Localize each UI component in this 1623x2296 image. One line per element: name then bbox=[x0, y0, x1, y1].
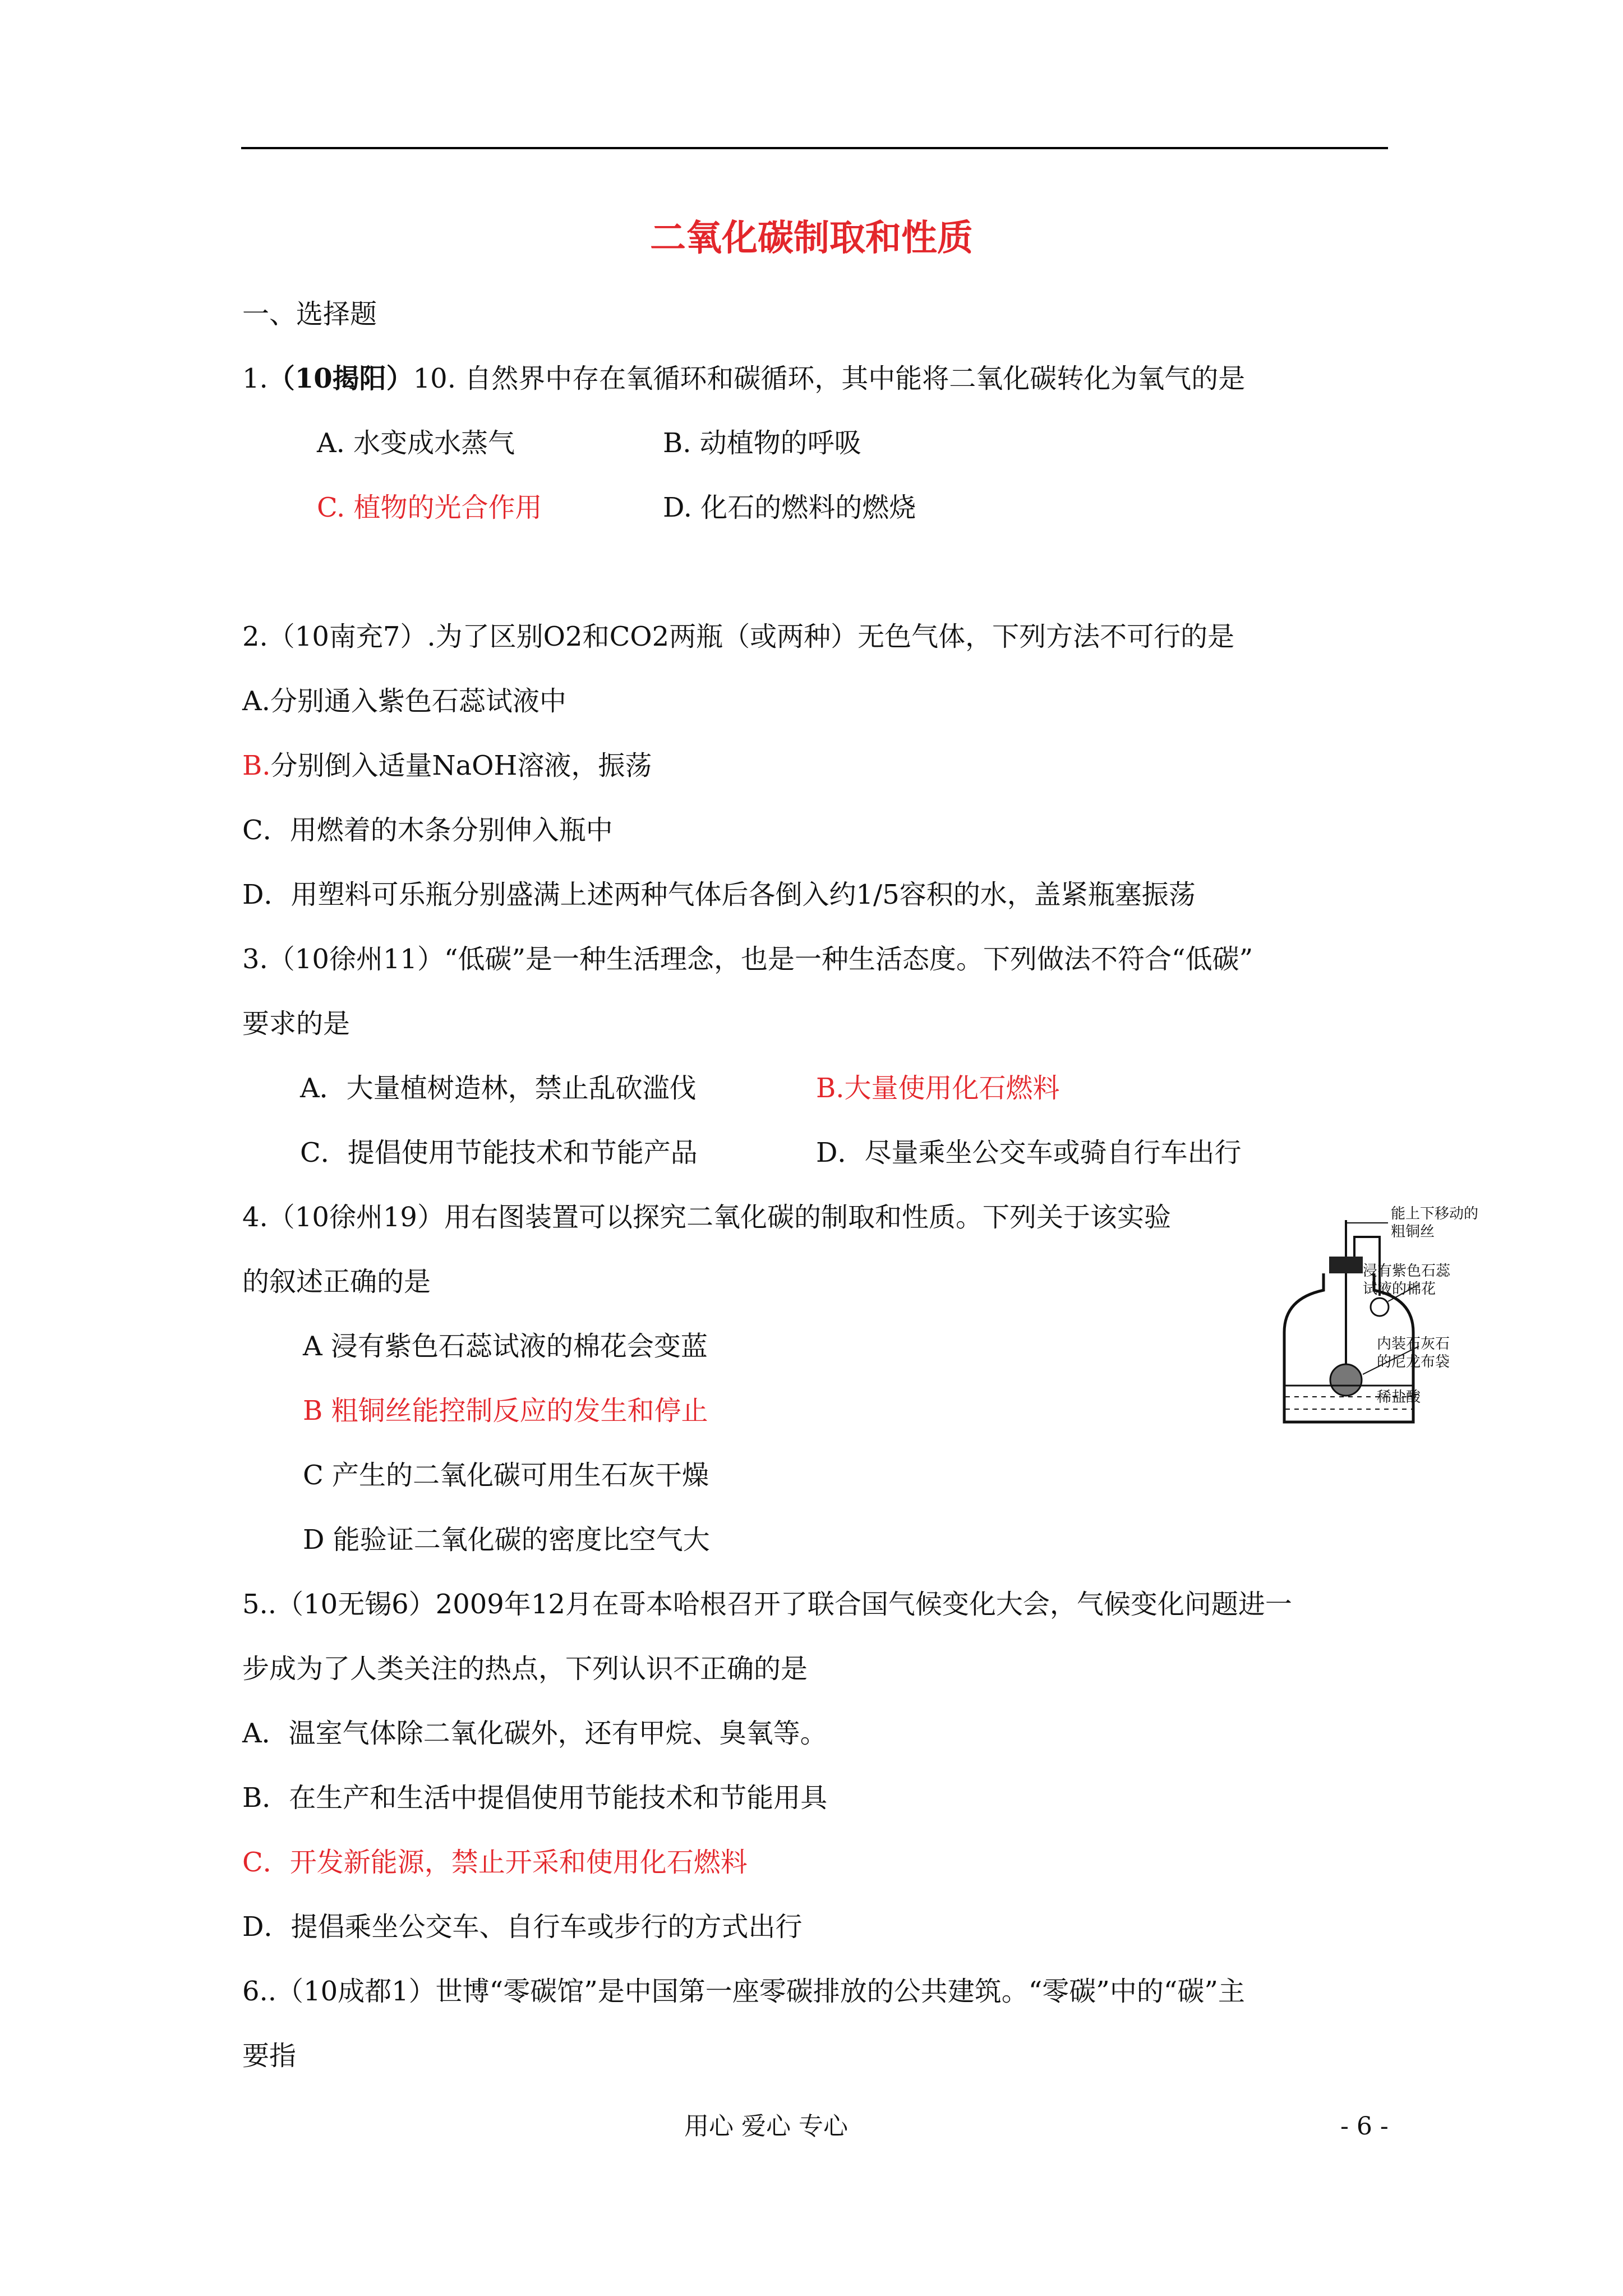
q2-stem: 2.（10南充7）.为了区别O2和CO2两瓶（或两种）无色气体，下列方法不可行的是 bbox=[242, 621, 1235, 652]
figure-label-cotton-1: 浸有紫色石蕊 bbox=[1363, 1263, 1451, 1280]
header-rule bbox=[241, 147, 1388, 149]
q1-option-d: D. 化石的燃料的燃烧 bbox=[663, 492, 916, 523]
q1-number: 1. bbox=[242, 363, 268, 394]
q4-option-d: D 能验证二氧化碳的密度比空气大 bbox=[303, 1524, 710, 1556]
figure-label-wire-2: 粗铜丝 bbox=[1391, 1223, 1435, 1240]
q6-stem-line2: 要指 bbox=[242, 2040, 297, 2072]
apparatus-figure bbox=[1251, 1206, 1486, 1442]
q5-option-b: B．在生产和生活中提倡使用节能技术和节能用具 bbox=[242, 1782, 828, 1814]
q3-option-c: C．提倡使用节能技术和节能产品 bbox=[300, 1137, 698, 1168]
q5-option-a: A．温室气体除二氧化碳外，还有甲烷、臭氧等。 bbox=[242, 1718, 827, 1749]
figure-label-wire-1: 能上下移动的 bbox=[1391, 1205, 1479, 1222]
page-title: 二氧化碳制取和性质 bbox=[650, 217, 973, 259]
q4-stem-line1: 4.（10徐州19）用右图装置可以探究二氧化碳的制取和性质。下列关于该实验 bbox=[242, 1202, 1171, 1233]
q2-option-c: C．用燃着的木条分别伸入瓶中 bbox=[242, 815, 613, 846]
limestone-bag bbox=[1330, 1364, 1362, 1396]
q2-option-b bbox=[242, 749, 652, 783]
figure-label-bag-2: 的尼龙布袋 bbox=[1377, 1354, 1450, 1370]
figure-label-acid: 稀盐酸 bbox=[1377, 1389, 1421, 1406]
q6-stem-line1: 6..（10成都1）世博“零碳馆”是中国第一座零碳排放的公共建筑。“零碳”中的“碳”主 bbox=[242, 1976, 1245, 2007]
q1-stem bbox=[242, 362, 1245, 395]
q2-option-b-letter: B. bbox=[242, 750, 271, 781]
q1-option-a: A. 水变成水蒸气 bbox=[317, 427, 515, 459]
q4-stem-line2: 的叙述正确的是 bbox=[242, 1266, 431, 1297]
apparatus-drawing bbox=[1251, 1206, 1486, 1442]
q5-stem-line2: 步成为了人类关注的热点，下列认识不正确的是 bbox=[242, 1653, 808, 1685]
q4-option-a: A 浸有紫色石蕊试液的棉花会变蓝 bbox=[303, 1331, 708, 1362]
page-number: - 6 - bbox=[1340, 2112, 1389, 2141]
q3-option-d: D．尽量乘坐公交车或骑自行车出行 bbox=[816, 1137, 1242, 1168]
q3-option-a: A．大量植树造林，禁止乱砍滥伐 bbox=[300, 1073, 697, 1104]
q4-option-b: B 粗铜丝能控制反应的发生和停止 bbox=[303, 1395, 708, 1427]
stopper bbox=[1329, 1257, 1363, 1273]
q2-option-b-text: 分别倒入适量NaOH溶液，振荡 bbox=[270, 750, 652, 781]
q5-option-c: C．开发新能源，禁止开采和使用化石燃料 bbox=[242, 1847, 748, 1878]
q3-stem-line2: 要求的是 bbox=[242, 1008, 351, 1039]
q4-option-c: C 产生的二氧化碳可用生石灰干燥 bbox=[303, 1460, 709, 1491]
q1-text: 10. 自然界中存在氧循环和碳循环，其中能将二氧化碳转化为氧气的是 bbox=[413, 363, 1246, 394]
footer-motto: 用心 爱心 专心 bbox=[684, 2112, 848, 2141]
q2-option-d: D．用塑料可乐瓶分别盛满上述两种气体后各倒入约1/5容积的水，盖紧瓶塞振荡 bbox=[242, 879, 1196, 910]
q3-option-b: B.大量使用化石燃料 bbox=[816, 1073, 1060, 1104]
q1-option-b: B. 动植物的呼吸 bbox=[663, 427, 861, 459]
q5-stem-line1: 5..（10无锡6）2009年12月在哥本哈根召开了联合国气候变化大会，气候变化问题进一 bbox=[242, 1589, 1292, 1620]
figure-label-bag-1: 内装石灰石 bbox=[1377, 1336, 1450, 1352]
cotton-ball bbox=[1371, 1298, 1389, 1316]
figure-label-cotton-2: 试液的棉花 bbox=[1363, 1281, 1436, 1297]
q5-option-d: D．提倡乘坐公交车、自行车或步行的方式出行 bbox=[242, 1911, 803, 1943]
q2-option-a: A.分别通入紫色石蕊试液中 bbox=[242, 685, 566, 717]
q3-stem-line1: 3.（10徐州11）“低碳”是一种生活理念，也是一种生活态度。下列做法不符合“低碳” bbox=[242, 944, 1253, 975]
q1-source: （10揭阳） bbox=[268, 363, 413, 394]
q1-option-c: C. 植物的光合作用 bbox=[317, 492, 542, 523]
section-heading: 一、选择题 bbox=[242, 298, 377, 330]
